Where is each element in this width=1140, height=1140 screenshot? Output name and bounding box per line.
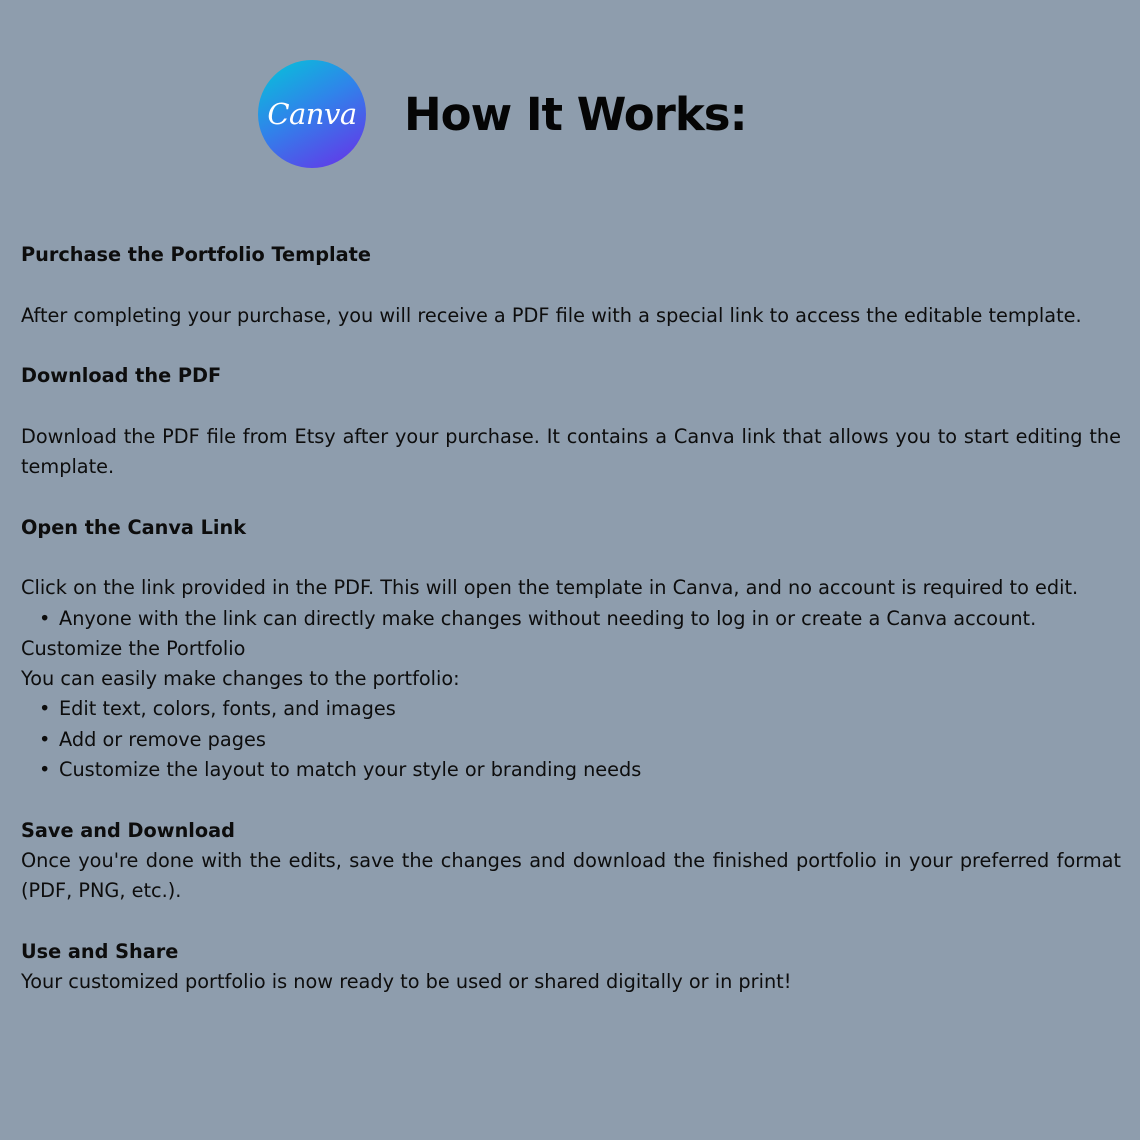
list-item: • Edit text, colors, fonts, and images bbox=[39, 694, 1121, 724]
open-link-text: Click on the link provided in the PDF. This will open the template in Canva, and no account is required to edit. bbox=[21, 576, 1079, 600]
download-pdf-heading: Download the PDF bbox=[21, 364, 222, 388]
header bbox=[258, 60, 747, 168]
open-link-bullets bbox=[21, 604, 1121, 634]
list-item: • Add or remove pages bbox=[39, 725, 1121, 755]
customize-bullets bbox=[21, 694, 1121, 785]
open-link-heading: Open the Canva Link bbox=[21, 515, 247, 539]
save-heading: Save and Download bbox=[21, 818, 235, 842]
list-item: • Anyone with the link can directly make changes without needing to log in or create a Canva account. bbox=[39, 604, 1121, 634]
customize-heading: Customize the Portfolio bbox=[21, 636, 246, 660]
purchase-heading: Purchase the Portfolio Template bbox=[21, 243, 371, 266]
instructions bbox=[21, 240, 1121, 997]
list-item: • Customize the layout to match your style or branding needs bbox=[39, 755, 1121, 785]
save-text: Once you're done with the edits, save the changes and download the finished portfolio in your preferred format (PDF, PNG, etc.). bbox=[21, 848, 1121, 903]
use-share-heading: Use and Share bbox=[21, 939, 179, 963]
canva-logo-text: Canva bbox=[267, 97, 357, 131]
use-share-text: Your customized portfolio is now ready to be used or shared digitally or in print! bbox=[21, 970, 792, 994]
purchase-text: After completing your purchase, you will receive a PDF file with a special link to access the editable template. bbox=[21, 303, 1082, 327]
canva-logo bbox=[258, 60, 366, 168]
customize-text: You can easily make changes to the portfolio: bbox=[21, 667, 460, 691]
page-title: How It Works: bbox=[404, 87, 747, 141]
download-pdf-text: Download the PDF file from Etsy after your purchase. It contains a Canva link that allows you to start editing the template. bbox=[21, 424, 1121, 479]
